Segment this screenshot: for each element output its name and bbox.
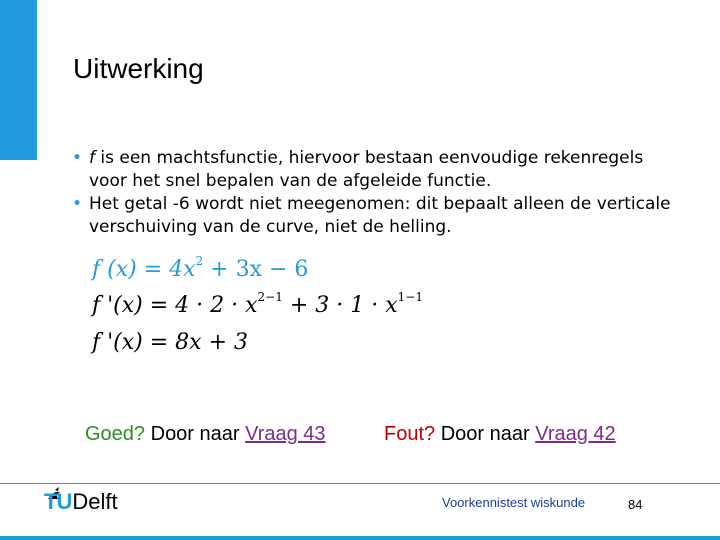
tu-delft-logo [44,489,118,515]
link-question-43[interactable]: Vraag 43 [245,423,326,445]
page-number: 84 [628,497,643,512]
good-label: Goed? [85,423,146,445]
link-question-42[interactable]: Vraag 42 [535,423,616,445]
course-name: Voorkennistest wiskunde [442,495,586,510]
bullet-list [72,147,682,239]
bullet-icon: • [72,148,83,168]
formula-function: f $(x) = 4x^2 + 3x - 6$ [92,254,309,282]
bullet-item-1 [72,147,682,193]
footer-bottom-bar [0,536,720,540]
slide-title: Uitwerking [73,53,204,84]
logo-tu: TU [44,489,72,514]
bad-label: Fout? [384,423,436,445]
logo-delft: Delft [72,489,118,514]
nav-good: Goed? Door naar Vraag 43 [85,423,326,445]
nav-bad: Fout? Door naar Vraag 42 [384,423,616,445]
accent-bar [0,0,37,160]
bullet-icon: • [72,194,83,214]
footer-divider [0,483,720,484]
formula-derivative-result: f '(x) = 8x + 3 [92,330,248,355]
bullet-item-2 [72,193,682,239]
formula-derivative-step: f '$(x) = 4 \cdot 2 \cdot x^{2-1} + 3 \cdot 1 \cdot x^{1-1}$ [92,290,423,318]
bullet-text-1: is een machtsfunctie, hiervoor bestaan eenvoudige rekenregels voor het snel bepalen van de afgeleide functie. [89,148,644,191]
function-symbol: f [89,148,95,168]
bullet-text-2: Het getal -6 wordt niet meegenomen: dit bepaalt alleen de verticale verschuiving van de curve, niet de helling. [89,194,671,237]
